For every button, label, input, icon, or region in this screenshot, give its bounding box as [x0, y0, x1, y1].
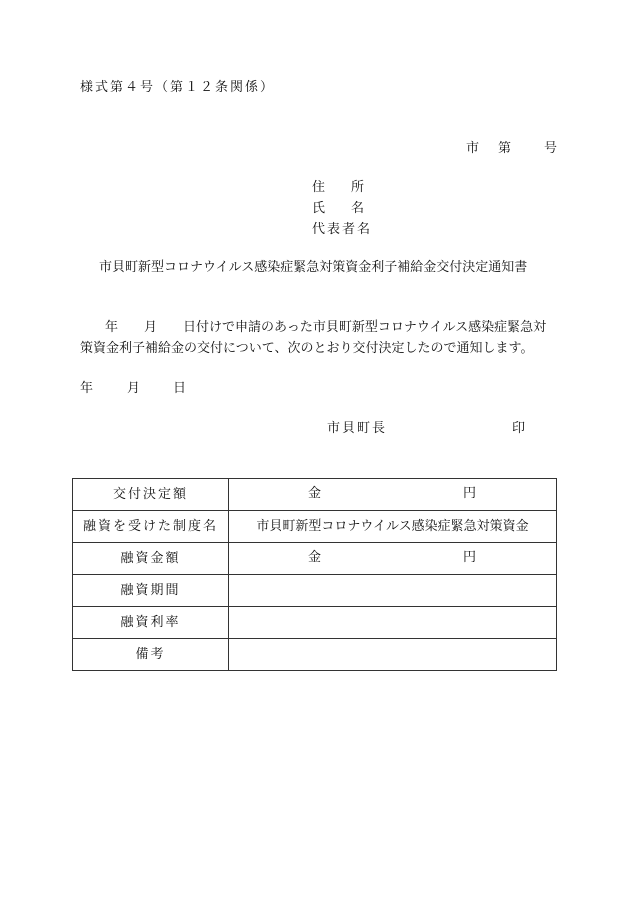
seal-mark: 印: [512, 421, 526, 436]
interest-rate-value: [229, 607, 557, 639]
loan-amount-value: [229, 543, 557, 575]
yen-label: 円: [463, 550, 477, 565]
grant-amount-value: [229, 479, 557, 511]
document-title: 市貝町新型コロナウイルス感染症緊急対策資金利子補給金交付決定通知書: [99, 260, 528, 275]
table-row: [73, 639, 557, 671]
ref-city: 市: [466, 141, 480, 156]
name-label: 氏 名: [312, 201, 365, 216]
table-row: [73, 511, 557, 543]
loan-program-value: 市貝町新型コロナウイルス感染症緊急対策資金: [229, 511, 557, 543]
body-line-1: 年 月 日付けで申請のあった市貝町新型コロナウイルス感染症緊急対: [105, 320, 547, 335]
table-row: [73, 607, 557, 639]
date-day: 日: [173, 381, 187, 396]
kin-label: 金: [308, 486, 322, 501]
table-row: [73, 479, 557, 511]
details-table: [72, 478, 557, 671]
row-label-remarks: 備考: [73, 639, 229, 671]
yen-label: 円: [463, 486, 477, 501]
remarks-value: [229, 639, 557, 671]
address-label: 住 所: [312, 180, 365, 195]
date-year: 年: [80, 381, 94, 396]
representative-label: 代表者名: [312, 222, 373, 237]
ref-dai: 第: [498, 141, 512, 156]
table-row: [73, 575, 557, 607]
issuer-title: 市貝町長: [327, 421, 388, 436]
form-number: 様式第４号（第１２条関係）: [80, 80, 276, 95]
table-row: [73, 543, 557, 575]
row-label-grant-amount: 交付決定額: [73, 479, 229, 511]
ref-go: 号: [544, 141, 558, 156]
row-label-interest-rate: 融資利率: [73, 607, 229, 639]
kin-label: 金: [308, 550, 322, 565]
row-label-loan-period: 融資期間: [73, 575, 229, 607]
row-label-loan-program: 融資を受けた制度名: [73, 511, 229, 543]
body-line-2: 策資金利子補給金の交付について、次のとおり交付決定したので通知します。: [80, 341, 534, 356]
date-month: 月: [127, 381, 141, 396]
row-label-loan-amount: 融資金額: [73, 543, 229, 575]
loan-period-value: [229, 575, 557, 607]
